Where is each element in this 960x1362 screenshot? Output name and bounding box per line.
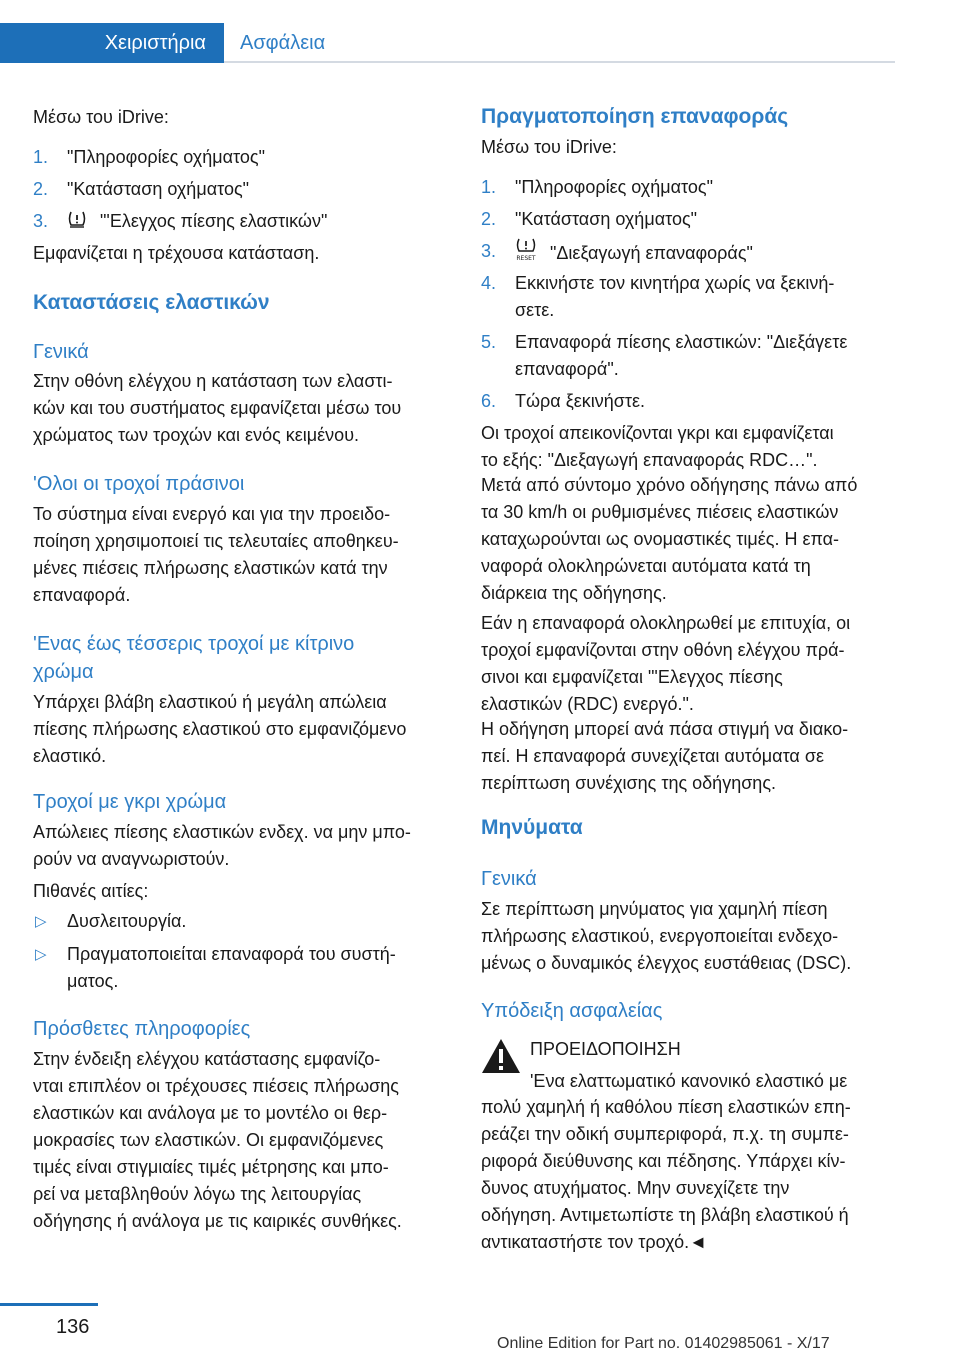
text-line: επαναφορά". [515,359,619,379]
text-line: ρεί να μεταβληθούν λόγω της λειτουργίας [33,1184,362,1204]
step-item [33,144,453,171]
text-line: οδήγηση. Αντιμετωπίστε τη βλάβη ελαστικού ή [481,1205,849,1225]
text-line: μένες πιέσεις πλήρωσης ελαστικών κατά την [33,558,388,578]
text-line: ελαστικών (RDC) ενεργό.". [481,694,694,714]
text-line: πολύ χαμηλή ή καθόλου πίεση ελαστικών επη- [481,1097,851,1117]
heading-perform-reset: Πραγματοποίηση επαναφοράς [481,105,789,128]
step-item [33,208,453,236]
text-line: ριφορά διεύθυνσης και πέδησης. Υπάρχει κίν- [481,1151,846,1171]
text-line: Δυσλειτουργία. [67,911,187,931]
warning-box [481,1036,901,1256]
interrupt-paragraph [481,716,848,797]
text-line: ποίηση χρησιμοποιεί τις τελευταίες αποθηκευ- [33,531,399,551]
svg-text:RESET: RESET [516,255,536,262]
heading-yellow [33,630,354,686]
heading-additional-info: Πρόσθετες πληροφορίες [33,1018,251,1040]
cause-item [33,908,453,935]
causes-label: Πιθανές αιτίες: [33,881,149,901]
text-line: πλήρωσης ελαστικού, ενεργοποιείται ενδεχο- [481,926,839,946]
text-line: Σε περίπτωση μηνύματος για χαμηλή πίεση [481,899,828,919]
success-paragraph [481,610,850,718]
text-line: επαναφορά. [33,585,131,605]
step-text: "'Ελεγχος πίεσης ελαστικών" [100,211,328,231]
tab-controls[interactable]: Χειριστήρια [0,23,224,63]
text-line: Υπάρχει βλάβη ελαστικού ή μεγάλη απώλεια [33,692,387,712]
idrive-intro: Μέσω του iDrive: [481,137,617,157]
step-item [481,206,901,233]
text-line: "Διεξαγωγή επαναφοράς" [550,242,753,263]
step-item [33,176,453,203]
tire-reset-icon [515,238,537,270]
text-line: Εάν η επαναφορά ολοκληρωθεί με επιτυχία, οι [481,613,851,633]
bullet-triangle-icon: ▷ [35,946,47,963]
text-line: ματος. [67,971,119,991]
text-line: ρούν να αναγνωριστούν. [33,849,230,869]
text-line: Στην οθόνη ελέγχου η κατάσταση των ελαστι- [33,371,393,391]
heading-line: χρώμα [33,661,94,683]
text-line: τροχοί εμφανίζονται στην οθόνη ελέγχου πρά- [481,640,845,660]
text-line: πίεσης πλήρωσης ελαστικού στο εμφανιζόμενο [33,719,407,739]
text-line: αντικαταστήστε τον τροχό.◄ [481,1232,707,1252]
text-line: δυνος ατυχήματος. Μην συνεχίζετε την [481,1178,790,1198]
step-item [481,238,901,270]
general-paragraph [33,368,401,449]
text-line: οδήγησης ή ανάλογα με τις καιρικές συνθήκες. [33,1211,402,1231]
yellow-paragraph [33,689,406,770]
heading-messages: Μηνύματα [481,816,583,839]
text-line: Η οδήγηση μπορεί ανά πάσα στιγμή να διακο- [481,719,849,739]
text-line: Πραγματοποιείται επαναφορά του συστή- [67,944,396,964]
bullet-triangle-icon: ▷ [35,913,47,930]
text-line: το εξής: "Διεξαγωγή επαναφοράς RDC…". [481,450,818,470]
step-number: 3. [33,211,49,231]
page-number: 136 [56,1316,90,1338]
text-line: Στην ένδειξη ελέγχου κατάστασης εμφανίζο- [33,1049,381,1069]
edition-note: Online Edition for Part no. 01402985061 - X/17 [497,1335,830,1352]
text-line: 'Ενα ελαττωματικό κανονικό ελαστικό με [530,1071,848,1091]
text-line: καταχωρούνται ως ονομαστικές τιμές. Η επα- [481,529,840,549]
step-item [481,174,901,201]
text-line: τα 30 km/h οι ρυθμισμένες πιέσεις ελαστικών [481,502,839,522]
text-line: σινοι και εμφανίζεται "'Ελεγχος πίεσης [481,667,783,687]
text-line: Το σύστημα είναι ενεργό και για την προειδο- [33,504,391,524]
text-line: Εκκινήστε τον κινητήρα χωρίς να ξεκινή- [515,273,835,293]
step-number: 2. [481,209,497,229]
step-number: 1. [481,177,497,197]
step-item [481,270,901,324]
text-line: "Κατάσταση οχήματος" [515,209,698,229]
text-line: ελαστικό. [33,746,107,766]
heading-safety-note: Υπόδειξη ασφαλείας [481,1000,663,1022]
section-tabs [0,23,895,63]
text-line: ελαστικών και ανάλογα με το μοντέλο οι θερ- [33,1103,388,1123]
text-line: χρώματος των τροχών και ενός κειμένου. [33,425,360,445]
cause-item [33,941,453,995]
warning-triangle-icon [481,1038,521,1079]
heading-general: Γενικά [481,868,537,890]
step-text: "Κατάσταση οχήματος" [67,179,250,199]
text-line: ναφορά ολοκληρώνεται αυτόματα κατά τη [481,556,811,576]
text-line: Μετά από σύντομο χρόνο οδήγησης πάνω από [481,475,858,495]
warning-body [481,1094,851,1256]
text-line: μένως ο δυναμικός έλεγχος ευστάθειας (DSC). [481,953,852,973]
text-line: σετε. [515,300,555,320]
grey-paragraph [33,819,411,873]
warning-title: ΠΡΟΕΙΔΟΠΟΙΗΣΗ [530,1039,681,1059]
text-line: περίπτωση συνέχισης της οδήγησης. [481,773,776,793]
heading-all-green: 'Ολοι οι τροχοί πράσινοι [33,473,245,495]
text-line: Επαναφορά πίεσης ελαστικών: "Διεξάγετε [515,332,848,352]
text-line: μοκρασίες των ελαστικών. Οι εμφανιζόμενες [33,1130,384,1150]
tab-safety[interactable]: Ασφάλεια [240,32,326,54]
heading-grey: Τροχοί με γκρι χρώμα [33,791,227,813]
heading-line: 'Ενας έως τέσσερις τροχοί με κίτρινο [33,633,355,655]
green-paragraph [33,501,399,609]
grey-wheels-paragraph [481,420,834,474]
text-line: τιμές είναι στιγμιαίες τιμές μέτρησης και μπο- [33,1157,389,1177]
text-line: διάρκεια της οδήγησης. [481,583,667,603]
current-state-text: Εμφανίζεται η τρέχουσα κατάσταση. [33,243,320,263]
step-number: 3. [481,241,497,261]
step-number: 5. [481,332,497,352]
footer-accent-line [0,1303,98,1306]
heading-general: Γενικά [33,341,89,363]
text-line: ρεάζει την οδική συμπεριφορά, π.χ. τη συμπε- [481,1124,849,1144]
additional-info-paragraph [33,1046,402,1235]
text-line: "Πληροφορίες οχήματος" [515,177,713,197]
short-drive-paragraph [481,472,857,607]
messages-paragraph [481,896,851,977]
text-line: νται επιπλέον οι τρέχουσες πιέσεις πλήρωσης [33,1076,399,1096]
step-item [481,388,901,415]
text-line: κών και του συστήματος εμφανίζεται μέσω του [33,398,402,418]
tire-pressure-icon [67,209,87,236]
step-number: 6. [481,391,497,411]
text-line: πεί. Η επαναφορά συνεχίζεται αυτόματα σε [481,746,824,766]
step-number: 2. [33,179,49,199]
step-item [481,329,901,383]
text-line: Οι τροχοί απεικονίζονται γκρι και εμφανίζεται [481,423,834,443]
step-number: 1. [33,147,49,167]
step-number: 4. [481,273,497,293]
text-line: Τώρα ξεκινήστε. [515,391,646,411]
heading-tire-states: Καταστάσεις ελαστικών [33,291,270,314]
step-text: "Πληροφορίες οχήματος" [67,147,265,167]
text-line: Απώλειες πίεσης ελαστικών ενδεχ. να μην μπο- [33,822,411,842]
idrive-intro: Μέσω του iDrive: [33,107,169,127]
